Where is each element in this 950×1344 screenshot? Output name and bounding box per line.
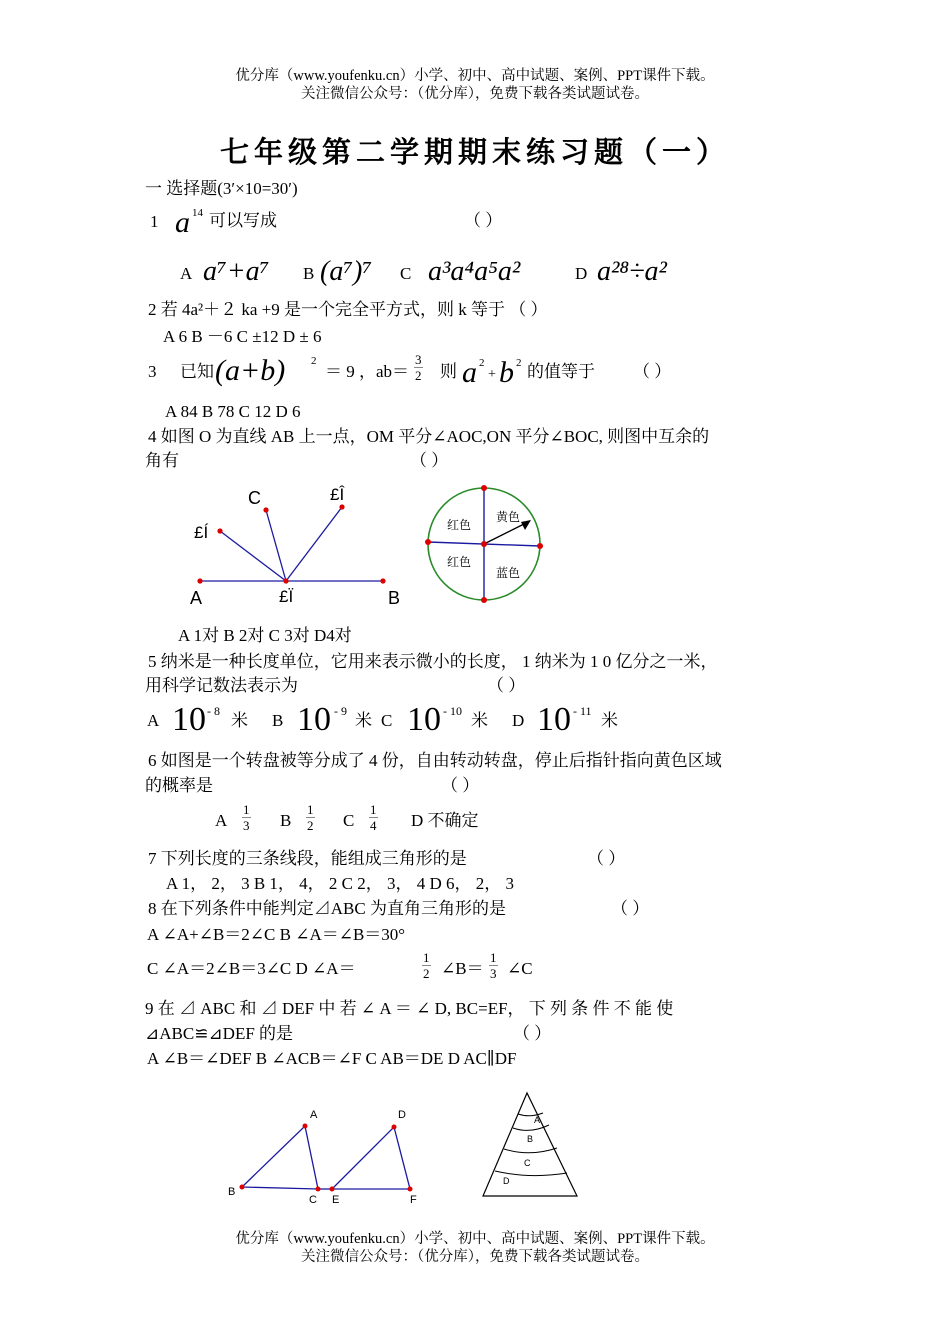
q6-c-num: 1 — [370, 802, 377, 817]
q3-mid: ＝ 9 ，ab＝ — [325, 362, 410, 381]
q3-frac-num: 3 — [415, 352, 422, 367]
label-m: £Í — [194, 523, 209, 542]
label-c: C — [309, 1194, 317, 1206]
layer-line-4 — [495, 1171, 567, 1176]
label-b: B — [388, 588, 401, 608]
q3-frac-den: 2 — [415, 368, 422, 383]
q6-option-a-label: A — [215, 811, 228, 830]
q3-b: b — [499, 356, 514, 389]
q8-options-ab: A ∠A+∠B＝2∠C B ∠A＝∠B＝30° — [147, 925, 406, 944]
triangle-abc — [242, 1126, 318, 1189]
q8-answer-paren: （ ） — [611, 899, 650, 918]
q1-answer-paren: （ ） — [464, 211, 503, 230]
q6-a-den: 3 — [243, 818, 250, 833]
q8-options-cd: C ∠A＝2∠B＝3∠C D ∠A＝ — [147, 959, 356, 978]
layer-b: B — [527, 1134, 534, 1144]
angle-figure — [180, 480, 420, 610]
q9-line-1: 9 在 ⊿ ABC 和 ⊿ DEF 中 若 ∠ A ＝ ∠ D, BC=EF， 下 列 条 件 不 能 使 — [145, 999, 674, 1018]
q8-options-cd-mid: ∠B＝ — [441, 959, 484, 978]
q1-option-a-expr: a⁷+a⁷ — [203, 256, 270, 287]
q8-f2-num: 1 — [490, 950, 497, 965]
q1-option-b-expr: (a⁷)⁷ — [320, 256, 373, 287]
q4-line-2: 角有 — [145, 451, 179, 470]
spinner-dot-right — [537, 543, 543, 549]
q1-option-c-label: C — [400, 264, 412, 283]
point-o — [283, 578, 288, 583]
label-d: D — [398, 1109, 406, 1121]
spinner-dot-top — [481, 485, 487, 491]
q3-pre: 已知 — [180, 362, 214, 381]
q3-number: 3 — [148, 362, 157, 381]
label-c: C — [248, 488, 261, 508]
pointer-arrowhead — [521, 520, 531, 530]
q3-b-exp: 2 — [516, 357, 522, 369]
q3-plus: + — [488, 367, 496, 382]
q6-line-1: 6 如图是一个转盘被等分成了 4 份，自由转动转盘，停止后指针指向黄色区域 — [148, 751, 722, 770]
layer-line-3 — [504, 1148, 557, 1153]
q8-frac-half — [422, 950, 431, 981]
q1-option-d-expr: a²⁸÷a² — [597, 256, 667, 287]
footer-line-2: 关注微信公众号：（优分库），免费下载各类试题试卷。 — [301, 1249, 649, 1265]
pyramid-figure — [475, 1085, 585, 1200]
q5-option-a-unit: 米 — [231, 711, 248, 730]
q5-option-c-label: C — [381, 711, 393, 730]
point-c — [316, 1187, 321, 1192]
q5-line-1: 5 纳米是一种长度单位，它用来表示微小的长度， 1 纳米为 1 0 亿分之一米， — [148, 652, 718, 671]
layer-c: C — [524, 1158, 531, 1168]
point-a — [197, 578, 202, 583]
q6-option-a-frac — [242, 802, 251, 833]
q3-then: 则 — [440, 362, 457, 381]
q5-option-b-base: 10 — [297, 701, 331, 738]
point-c — [263, 507, 268, 512]
q6-option-b-label: B — [280, 811, 292, 830]
section-heading: 一 选择题(3′×10=30′) — [145, 179, 298, 198]
q6-line-2: 的概率是 — [145, 776, 213, 795]
q5-option-c-base: 10 — [407, 701, 441, 738]
q5-option-d-label: D — [512, 711, 525, 730]
point-f — [408, 1187, 413, 1192]
q6-option-c-frac — [369, 802, 378, 833]
q1-option-c-expr: a³a⁴a⁵a² — [428, 256, 521, 287]
pyramid-outline — [483, 1093, 577, 1196]
point-m — [217, 528, 222, 533]
point-d — [392, 1125, 397, 1130]
region-red-2: 红色 — [447, 555, 472, 569]
footer-line-1: 优分库（www.youfenku.cn）小学、初中、高中试题、案例、PPT课件下载。 — [235, 1231, 715, 1247]
q5-option-d-exp: - 11 — [573, 704, 592, 718]
q6-option-c-label: C — [343, 811, 355, 830]
q3-options: A 84 B 78 C 12 D 6 — [165, 402, 301, 421]
spinner-pointer — [484, 523, 526, 544]
q6-option-b-frac — [306, 802, 315, 833]
q1-option-b-label: B — [303, 264, 315, 283]
q3-exponent: 2 — [311, 355, 317, 367]
q3-answer-paren: （ ） — [633, 362, 672, 381]
label-b: B — [228, 1186, 236, 1198]
q5-option-a-exp: - 8 — [207, 704, 220, 718]
q3-fraction — [414, 352, 423, 383]
point-a — [303, 1124, 308, 1129]
label-a: A — [310, 1109, 318, 1121]
point-b — [240, 1185, 245, 1190]
q1-number: 1 — [150, 212, 159, 231]
q3-a-exp: 2 — [479, 357, 485, 369]
spinner-dot-left — [425, 539, 431, 545]
q7-answer-paren: （ ） — [587, 849, 626, 868]
q4-line-1: 4 如图 O 为直线 AB 上一点，OM 平分∠AOC,ON 平分∠BOC, 则图中互余的 — [148, 427, 710, 446]
q5-option-c-unit: 米 — [471, 711, 488, 730]
q5-option-d-unit: 米 — [601, 711, 618, 730]
q5-option-b-unit: 米 — [355, 711, 372, 730]
q1-base: a — [175, 206, 190, 239]
q5-option-a-base: 10 — [172, 701, 206, 738]
label-o: £Ï — [279, 587, 294, 606]
layer-line-2 — [513, 1125, 549, 1130]
q9-line-2: ⊿ABC≌⊿DEF 的是 — [145, 1024, 294, 1043]
q4-options: A 1对 B 2对 C 3对 D4对 — [178, 626, 352, 645]
q9-options: A ∠B＝∠DEF B ∠ACB＝∠F C AB＝DE D AC∥DF — [147, 1049, 517, 1068]
q2-text: 2 若 4a²＋２ ka +9 是一个完全平方式，则 k 等于 （ ） — [148, 300, 548, 319]
spinner-dot-center — [481, 541, 487, 547]
q6-b-den: 2 — [307, 818, 314, 833]
q5-option-a-label: A — [147, 711, 160, 730]
q5-line-2: 用科学记数法表示为 — [145, 676, 298, 695]
q1-text: 可以写成 — [209, 211, 277, 230]
q1-option-d-label: D — [575, 264, 588, 283]
q9-answer-paren: （ ） — [513, 1024, 552, 1043]
label-e: E — [332, 1194, 340, 1206]
q3-post: 的值等于 — [527, 362, 595, 381]
region-red-1: 红色 — [447, 518, 472, 532]
q1-option-a-label: A — [180, 264, 193, 283]
q8-options-cd-end: ∠C — [507, 959, 533, 978]
ray-oc — [266, 510, 286, 581]
spinner-figure — [420, 480, 555, 610]
q3-a: a — [462, 356, 477, 389]
q8-f2-den: 3 — [490, 966, 497, 981]
point-n — [339, 504, 344, 509]
layer-d: D — [503, 1176, 510, 1186]
region-blue: 蓝色 — [496, 566, 521, 580]
ray-om — [220, 531, 286, 581]
q6-b-num: 1 — [307, 802, 314, 817]
layer-a: A — [534, 1115, 541, 1125]
q5-option-b-label: B — [272, 711, 284, 730]
q3-expr: (a+b) — [215, 354, 286, 387]
q6-c-den: 4 — [370, 818, 377, 833]
q6-option-d: D 不确定 — [411, 811, 479, 830]
q5-option-c-exp: - 10 — [443, 704, 462, 718]
region-yellow: 黄色 — [496, 510, 521, 524]
triangle-def — [332, 1127, 410, 1189]
triangles-figure — [220, 1100, 430, 1210]
q7-options: A 1， 2， 3 B 1， 4， 2 C 2， 3， 4 D 6， 2， 3 — [166, 874, 515, 893]
ray-on — [286, 507, 342, 581]
label-n: £Î — [330, 485, 345, 504]
q8-frac-third — [489, 950, 498, 981]
q8-f1-num: 1 — [423, 950, 430, 965]
q5-option-b-exp: - 9 — [334, 704, 347, 718]
label-a: A — [190, 588, 203, 608]
label-f: F — [410, 1194, 417, 1206]
q7-text: 7 下列长度的三条线段，能组成三角形的是 — [148, 849, 467, 868]
q6-answer-paren: （ ） — [441, 776, 480, 795]
q5-answer-paren: （ ） — [487, 676, 526, 695]
point-b — [380, 578, 385, 583]
header-line-2: 关注微信公众号：（优分库），免费下载各类试题试卷。 — [301, 86, 649, 102]
q1-exponent: 14 — [192, 207, 203, 219]
page-title: 七年级第二学期期末练习题（一） — [219, 135, 730, 169]
point-e — [330, 1187, 335, 1192]
q2-options: A 6 B －6 C ±12 D ± 6 — [163, 327, 322, 346]
q6-a-num: 1 — [243, 802, 250, 817]
spinner-dot-bottom — [481, 597, 487, 603]
q8-f1-den: 2 — [423, 966, 430, 981]
q8-text: 8 在下列条件中能判定⊿ABC 为直角三角形的是 — [148, 899, 506, 918]
header-line-1: 优分库（www.youfenku.cn）小学、初中、高中试题、案例、PPT课件下载。 — [235, 68, 715, 84]
q5-option-d-base: 10 — [537, 701, 571, 738]
q4-answer-paren: （ ） — [410, 451, 449, 470]
